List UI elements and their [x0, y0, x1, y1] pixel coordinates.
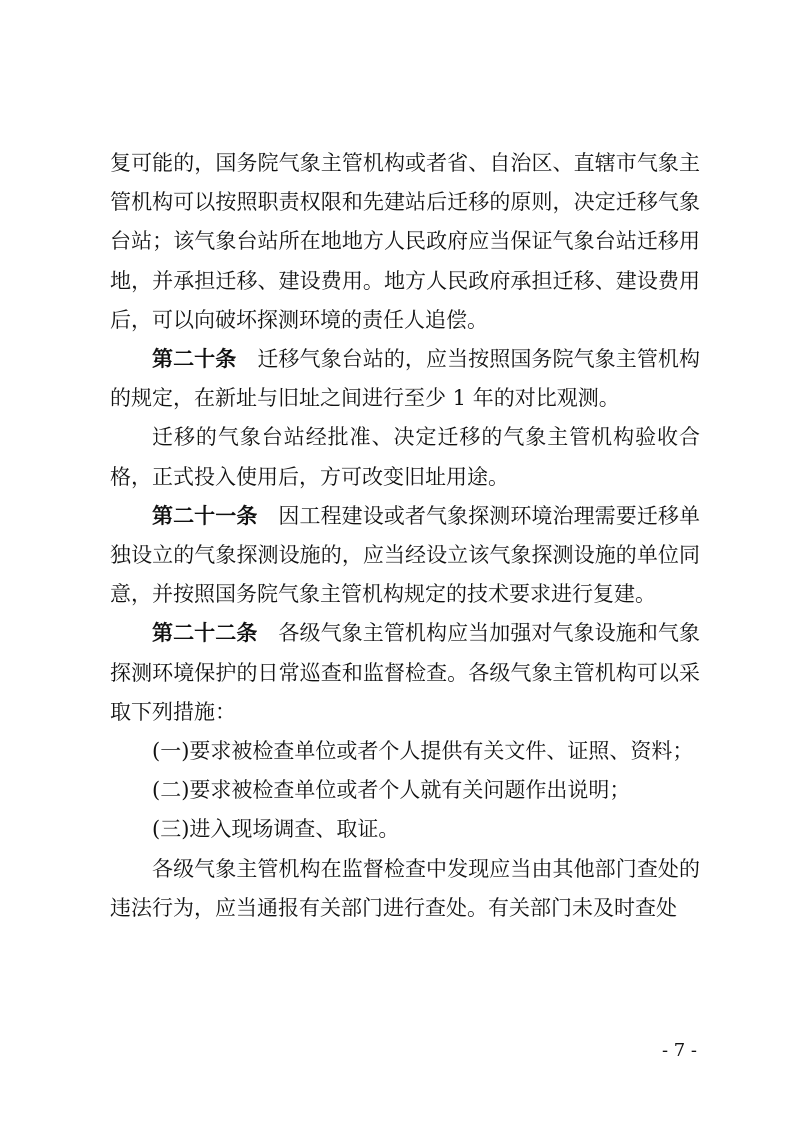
paragraph-text: 各级气象主管机构在监督检查中发现应当由其他部门查处的违法行为，应当通报有关部门进行查处。有关部门未及时查处 [110, 856, 700, 920]
article-22 [110, 614, 700, 732]
article-21 [110, 497, 700, 615]
paragraph-continuation [110, 144, 700, 340]
paragraph [110, 418, 700, 496]
list-item [110, 771, 700, 810]
list-item-text: (二)要求被检查单位或者个人就有关问题作出说明； [152, 778, 631, 803]
article-20 [110, 340, 700, 418]
list-item [110, 810, 700, 849]
paragraph-text: 迁移的气象台站经批准、决定迁移的气象主管机构验收合格，正式投入使用后，方可改变旧址用途。 [110, 425, 700, 489]
list-item [110, 732, 700, 771]
article-text: 因工程建设或者气象探测环境治理需要迁移单独设立的气象探测设施的，应当经设立该气象探测设施的单位同意，并按照国务院气象主管机构规定的技术要求进行复建。 [110, 503, 701, 607]
list-item-text: (一)要求被检查单位或者个人提供有关文件、证照、资料； [152, 739, 694, 764]
article-number: 第二十条 [152, 347, 237, 372]
article-text: 各级气象主管机构应当加强对气象设施和气象探测环境保护的日常巡查和监督检查。各级气象主管机构可以采取下列措施： [110, 621, 701, 724]
article-number: 第二十二条 [152, 621, 258, 646]
list-item-text: (三)进入现场调查、取证。 [152, 817, 400, 842]
page-number: - 7 - [661, 1040, 697, 1061]
paragraph [110, 850, 700, 928]
article-text: 迁移气象台站的，应当按照国务院气象主管机构的规定，在新址与旧址之间进行至少 1 年的对比观测。 [110, 347, 701, 411]
body-text [110, 144, 700, 928]
paragraph-text: 复可能的，国务院气象主管机构或者省、自治区、直辖市气象主管机构可以按照职责权限和先建站后迁移的原则，决定迁移气象台站；该气象台站所在地地方人民政府应当保证气象台站迁移用地，并承担迁移、建设费用。地方人民政府承担迁移、建设费用后，可以向破坏探测环境的责任人追偿。 [110, 151, 700, 332]
article-number: 第二十一条 [152, 503, 258, 528]
